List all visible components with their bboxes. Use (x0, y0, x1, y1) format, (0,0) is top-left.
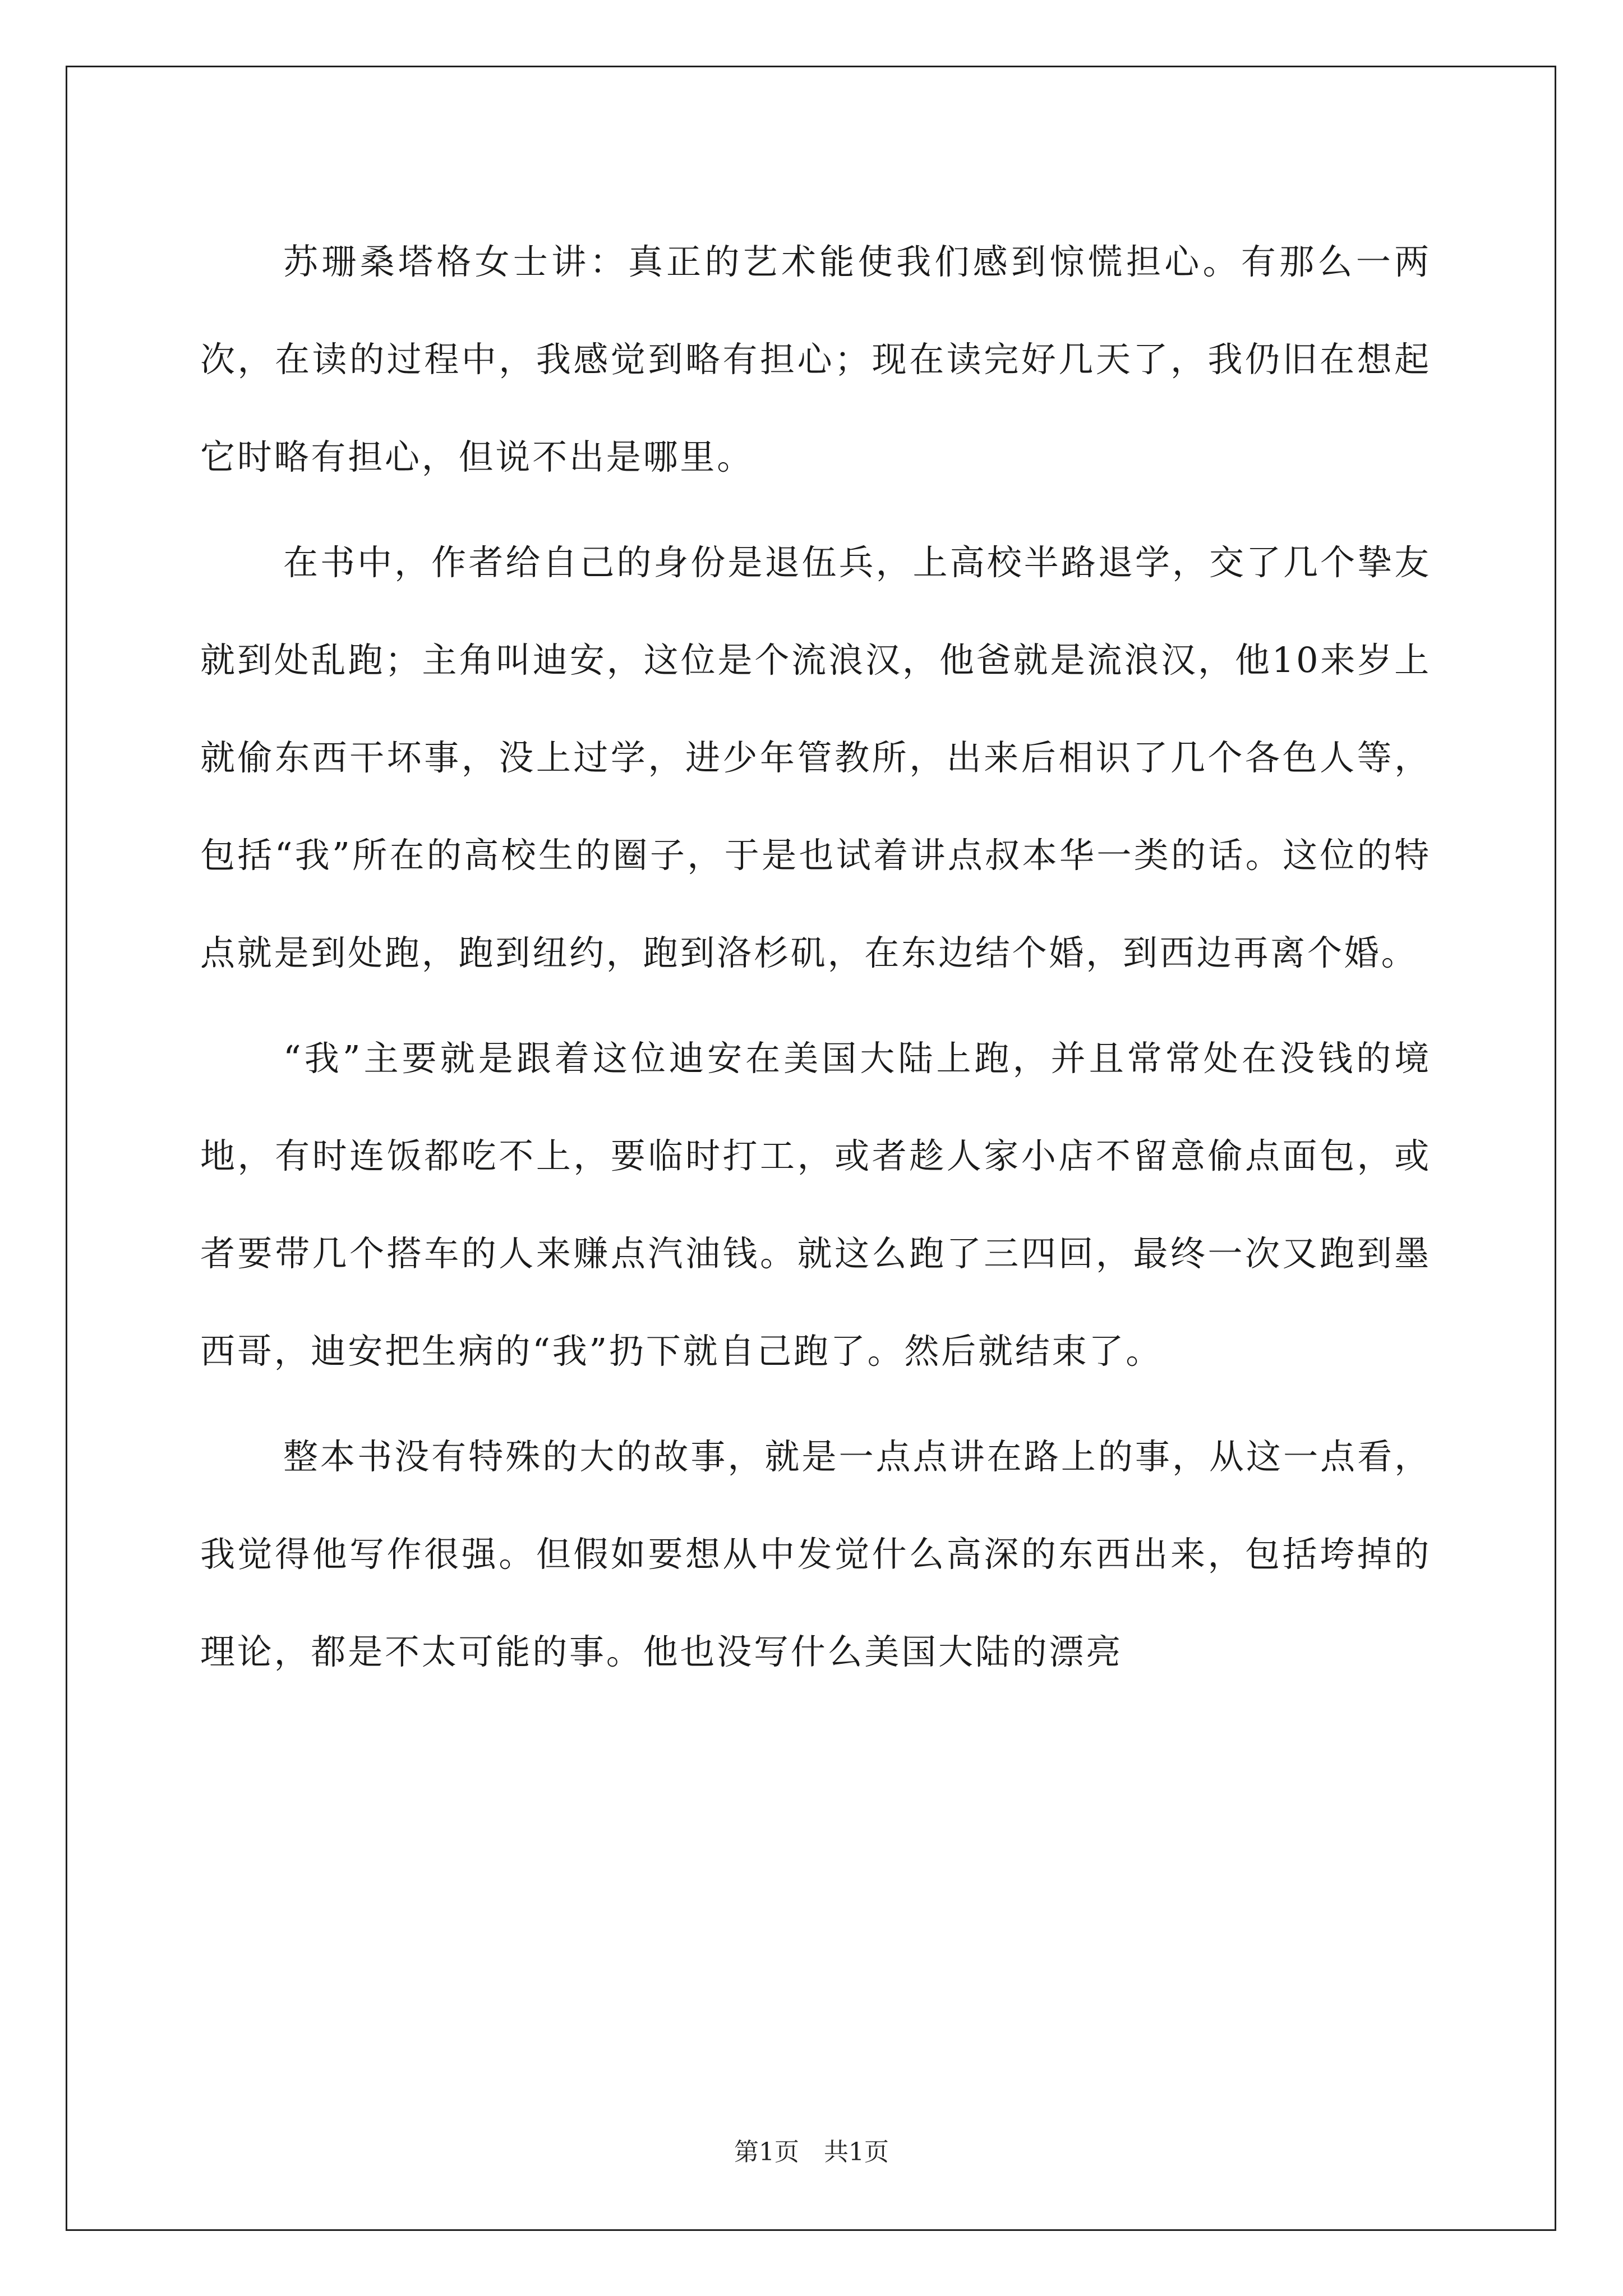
paragraph-2: 在书中，作者给自己的身份是退伍兵，上高校半路退学，交了几个挚友就到处乱跑；主角叫迪安，这位是个流浪汉，他爸就是流浪汉，他10来岁上就偷东西干坏事，没上过学，进少年管教所，出来后相识了几个各色人等，包括“我”所在的高校生的圈子，于是也试着讲点叔本华一类的话。这位的特点就是到处跑，跑到纽约，跑到洛杉矶，在东边结个婚，到西边再离个婚。 (200, 542, 1431, 973)
paragraph-1: 苏珊桑塔格女士讲：真正的艺术能使我们感到惊慌担心。有那么一两次，在读的过程中，我感觉到略有担心；现在读完好几天了，我仍旧在想起它时略有担心，但说不出是哪里。 (200, 241, 1431, 477)
paragraph-4: 整本书没有特殊的大的故事，就是一点点讲在路上的事，从这一点看，我觉得他写作很强。但假如要想从中发觉什么高深的东西出来，包括垮掉的理论，都是不太可能的事。他也没写什么美国大陆的漂亮 (200, 1436, 1431, 1672)
paragraph-3: “我”主要就是跟着这位迪安在美国大陆上跑，并且常常处在没钱的境地，有时连饭都吃不上，要临时打工，或者趁人家小店不留意偷点面包，或者要带几个搭车的人来赚点汽油钱。就这么跑了三四回，最终一次又跑到墨西哥，迪安把生病的“我”扔下就自己跑了。然后就结束了。 (200, 1038, 1431, 1372)
page-number: 第1页 (734, 2138, 799, 2166)
document-body (200, 213, 1431, 1701)
page-footer (0, 2132, 1623, 2168)
page-total: 共1页 (824, 2138, 889, 2166)
